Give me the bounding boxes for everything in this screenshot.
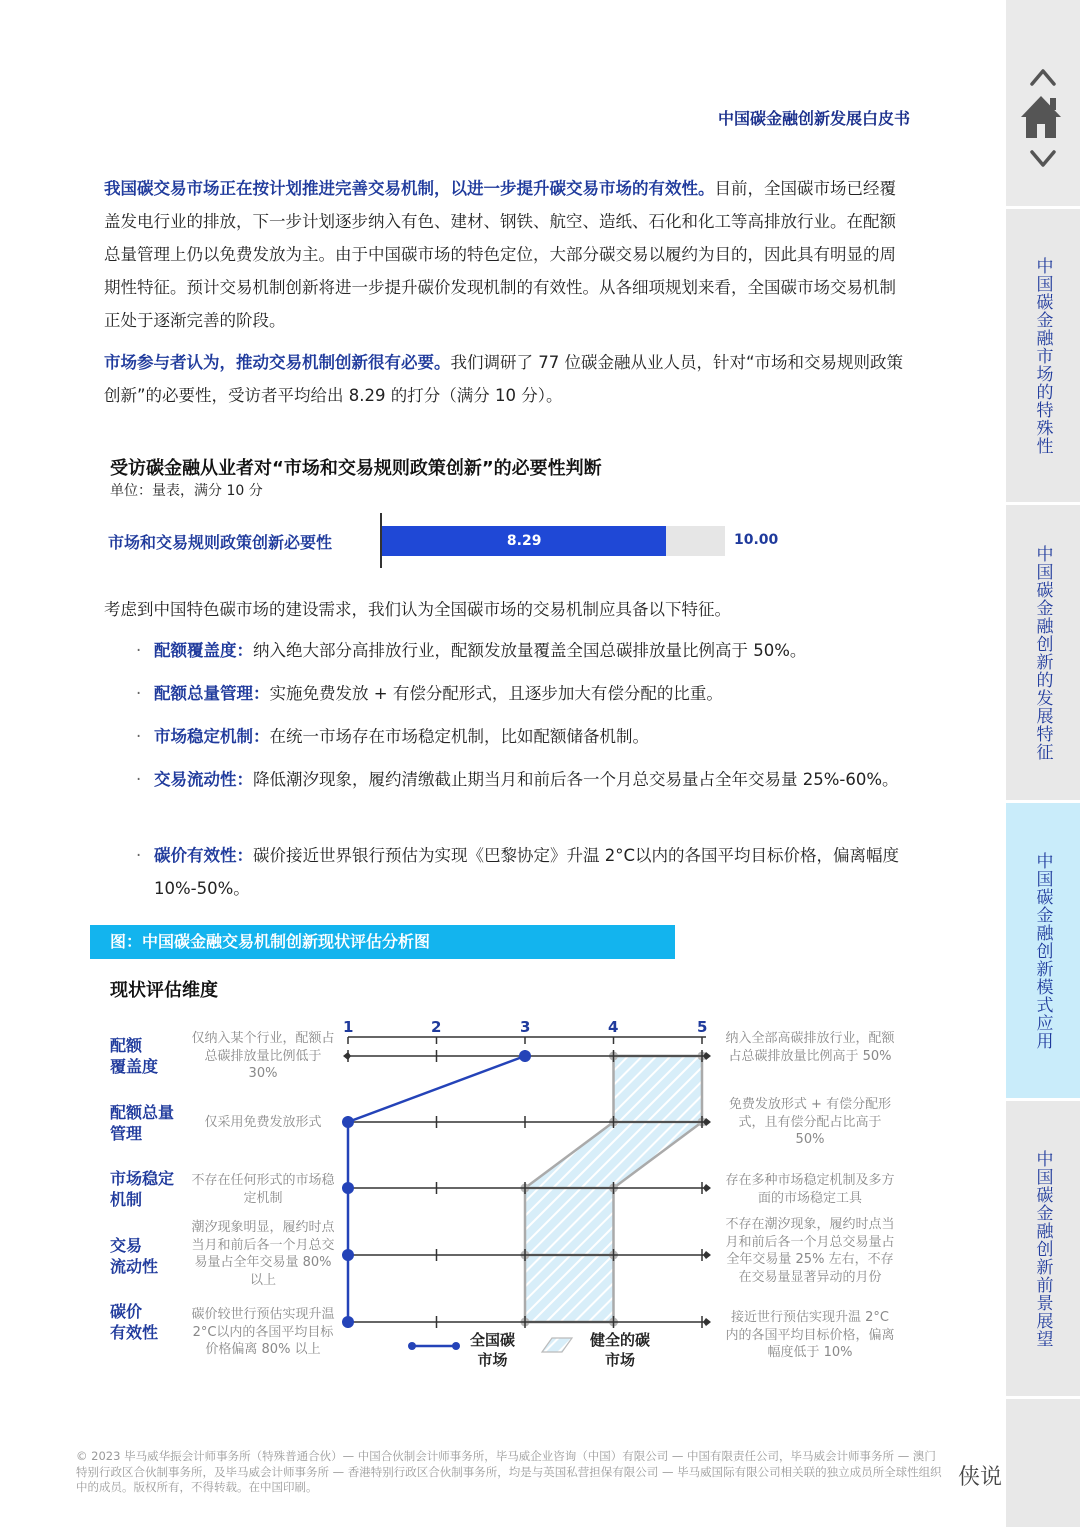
legend-healthy-swatch xyxy=(542,1338,572,1352)
current-market-point xyxy=(342,1249,354,1261)
legend-current-point xyxy=(408,1342,416,1350)
paragraph-2-body: 我们调研了 77 位碳金融从业人员，针对“市场和交易规则政策创新”的必要性，受访者平均给出 8.29 的打分（满分 10 分）。 xyxy=(104,353,904,405)
bar-category-label: 市场和交易规则政策创新必要性 xyxy=(108,533,333,552)
row-right-desc: 存在多种市场稳定机制及多方面的市场稳定工具 xyxy=(725,1173,895,1206)
bullet-item: · 市场稳定机制：在统一市场存在市场稳定机制，比如配额储备机制。 xyxy=(136,727,649,746)
scale-label: 2 xyxy=(431,1018,442,1036)
row-left-desc: 潮汐现象明显，履约时点当月和前后各一个月总交易量占全年交易量 80% 以上 xyxy=(191,1220,335,1288)
dimension-title: 现状评估维度 xyxy=(110,980,218,1001)
row-right-desc: 不存在潮汐现象，履约时点当月和前后各一个月总交易量占全年交易量 25% 左右，不存在交易量显著异动的月份 xyxy=(725,1217,895,1285)
chart-title: 受访碳金融从业者对“市场和交易规则政策创新”的必要性判断 xyxy=(110,458,602,479)
scale-label: 5 xyxy=(697,1018,708,1036)
sidebar-item-blank xyxy=(1006,1396,1080,1527)
legend-healthy-label: 健全的碳 市场 xyxy=(590,1331,651,1369)
row-label-text: 交易 流动性 xyxy=(110,1236,159,1276)
row-label-text: 配额总量 管理 xyxy=(110,1103,175,1143)
chevron-up-icon[interactable] xyxy=(1032,71,1054,84)
sidebar-item-model-application[interactable]: 中国碳金融创新模式应用 xyxy=(1006,800,1080,1098)
paragraph-2-lead: 市场参与者认为，推动交易机制创新很有必要。 xyxy=(104,353,451,372)
current-market-point xyxy=(519,1050,531,1062)
row-right-desc: 接近世行预估实现升温 2°C内的各国平均目标价格，偏离幅度低于 10% xyxy=(725,1310,895,1360)
current-market-point xyxy=(342,1182,354,1194)
row-left-desc: 碳价较世行预估实现升温 2°C以内的各国平均目标价格偏离 80% 以上 xyxy=(191,1307,335,1357)
navigation-controls xyxy=(1006,0,1080,200)
scale-label: 3 xyxy=(520,1018,531,1036)
row-right-desc: 免费发放形式 + 有偿分配形式，且有偿分配占比高于 50% xyxy=(728,1097,892,1147)
figure-banner: 图：中国碳金融交易机制创新现状评估分析图 xyxy=(90,925,675,959)
paragraph-1-lead: 我国碳交易市场正在按计划推进完善交易机制，以进一步提升碳交易市场的有效性。 xyxy=(104,179,715,198)
sidebar-item-special-characteristics[interactable]: 中国碳金融市场的特殊性 xyxy=(1006,206,1080,502)
watermark: 侠说 xyxy=(958,1465,1003,1490)
bullet-item: · 碳价有效性：碳价接近世界银行预估为实现《巴黎协定》升温 2°C以内的各国平均目标价格，偏离幅度 10%-50%。 xyxy=(136,846,900,898)
features-intro: 考虑到中国特色碳市场的建设需求，我们认为全国碳市场的交易机制应具备以下特征。 xyxy=(104,600,731,619)
sidebar-item-outlook[interactable]: 中国碳金融创新前景展望 xyxy=(1006,1098,1080,1396)
sidebar xyxy=(1006,0,1080,1527)
row-end-marker xyxy=(703,1184,711,1192)
legend-current-point xyxy=(452,1342,460,1350)
home-icon[interactable] xyxy=(1021,96,1061,138)
row-label-text: 配额 覆盖度 xyxy=(110,1036,159,1076)
bullet-item: · 交易流动性：降低潮汐现象，履约清缴截止期当月和前后各一个月总交易量占全年交易量 25%-60%。 xyxy=(136,770,899,789)
scale-label: 4 xyxy=(608,1018,619,1036)
row-left-desc: 仅采用免费发放形式 xyxy=(204,1115,322,1130)
sidebar-item-development-features[interactable]: 中国碳金融创新的发展特征 xyxy=(1006,502,1080,800)
current-market-point xyxy=(342,1316,354,1328)
bullet-item: · 配额覆盖度：纳入绝大部分高排放行业，配额发放量覆盖全国总碳排放量比例高于 50%。 xyxy=(136,641,807,660)
row-end-marker xyxy=(703,1251,711,1259)
document-title: 中国碳金融创新发展白皮书 xyxy=(717,109,910,128)
row-right-desc: 纳入全部高碳排放行业，配额占总碳排放量比例高于 50% xyxy=(725,1031,895,1064)
copyright-footer: © 2023 毕马威华振会计师事务所（特殊普通合伙）— 中国合伙制会计师事务所，毕马威企业咨询（中国）有限公司 — 中国有限责任公司，毕马威会计师事务所 — 澳门特别行政区合伙制事务所，及毕马威会计师事务所 — 香港特别行政区合伙制事务所，均是与英国私营担保有限公司 — 毕马威国际有限公司相关联的独立成员所全球性组织中的成员。版权所有，不得转载。在中国印刷。 xyxy=(76,1449,942,1494)
bullet-item: · 配额总量管理：实施免费发放 + 有偿分配形式，且逐步加大有偿分配的比重。 xyxy=(136,684,723,703)
chart-unit: 单位：量表，满分 10 分 xyxy=(110,483,263,499)
row-end-marker xyxy=(703,1318,711,1326)
row-label-text: 碳价 有效性 xyxy=(110,1302,159,1342)
row-left-desc: 不存在任何形式的市场稳定机制 xyxy=(191,1173,335,1206)
row-left-desc: 仅纳入某个行业，配额占总碳排放量比例低于 30% xyxy=(191,1031,335,1081)
legend-current-label: 全国碳 市场 xyxy=(470,1331,516,1369)
paragraph-1-body: 目前，全国碳市场已经覆盖发电行业的排放，下一步计划逐步纳入有色、建材、钢铁、航空、造纸、石化和化工等高排放行业。在配额总量管理上仍以免费发放为主。由于中国碳市场的特色定位，大部分碳交易以履约为目的，因此具有明显的周期性特征。预计交易机制创新将进一步提升碳价发现机制的有效性。从各细项规划来看，全国碳市场交易机制正处于逐渐完善的阶段。 xyxy=(104,179,896,330)
chevron-down-icon[interactable] xyxy=(1032,152,1054,165)
bar-value: 8.29 xyxy=(382,526,666,556)
row-label-text: 市场稳定 机制 xyxy=(110,1169,175,1209)
current-market-point xyxy=(342,1116,354,1128)
row-end-marker xyxy=(343,1052,351,1060)
scale-label: 1 xyxy=(343,1018,354,1036)
side-navigation xyxy=(1006,0,1080,200)
bar-max-label: 10.00 xyxy=(734,532,779,548)
